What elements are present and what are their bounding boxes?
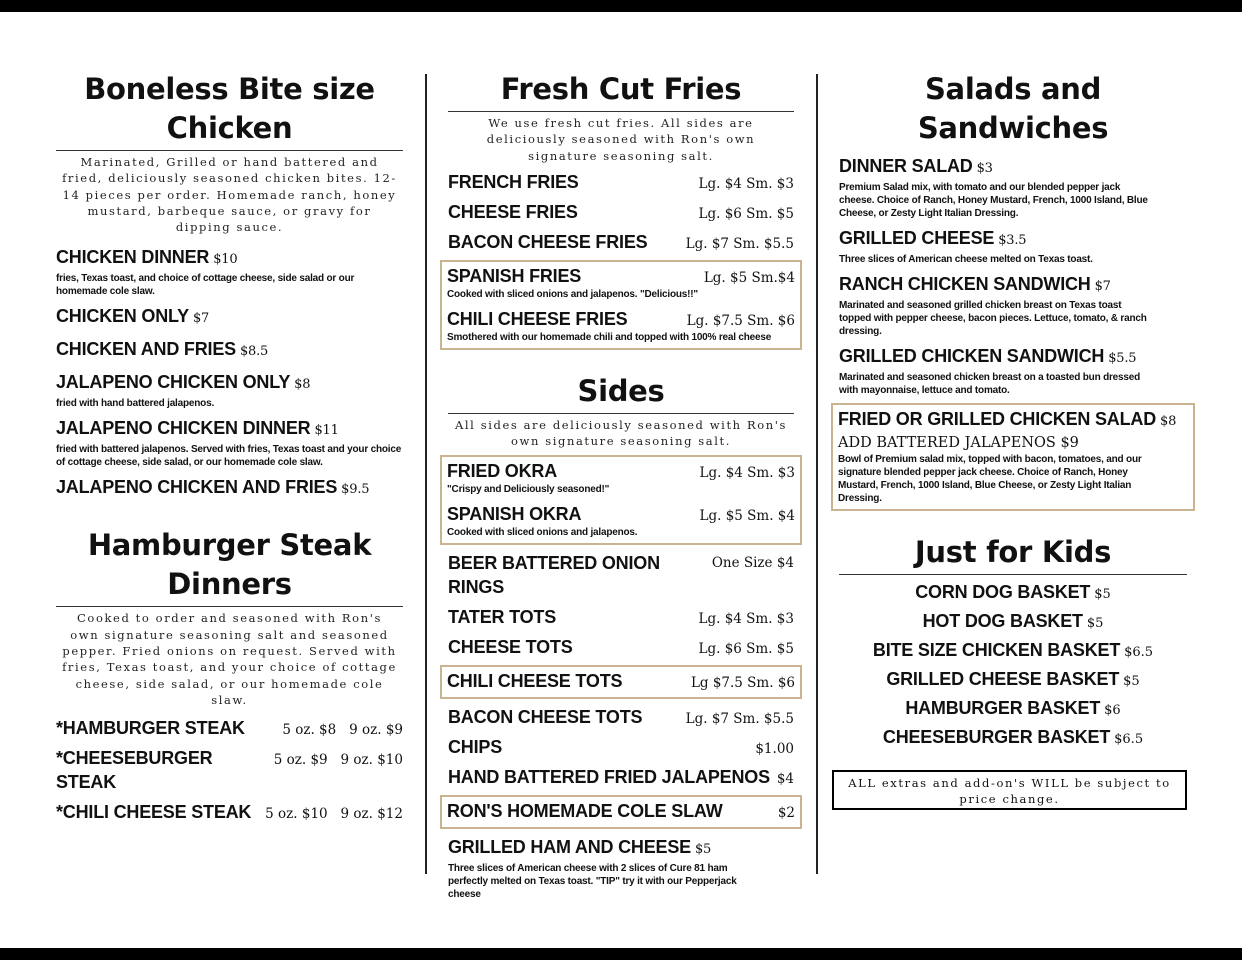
item-price: One Size $4 [711, 555, 794, 572]
item-note: fries, Texas toast, and choice of cottage cheese, side salad or our homemade cole slaw. [56, 273, 355, 298]
item-name: CHICKEN AND FRIES [56, 339, 236, 360]
item-price: $3 [976, 161, 993, 176]
highlight-box [831, 403, 1195, 511]
section-title: Boneless Bite size Chicken [84, 72, 375, 145]
menu-item [56, 746, 403, 794]
item-price: $6.5 [1124, 645, 1154, 660]
item-name: SPANISH OKRA [447, 504, 582, 525]
highlight-box [440, 455, 802, 545]
item-price: Lg. $4 Sm. $3 [699, 465, 795, 482]
fresh-cut-fries-section [448, 70, 794, 350]
item-name: HAND BATTERED FRIED JALAPENOS [448, 767, 770, 788]
menu-item [447, 459, 795, 496]
hamburger-steak-section [56, 526, 403, 824]
item-name: GRILLED CHEESE [839, 228, 995, 248]
section-title: Hamburger Steak Dinners [87, 528, 372, 602]
menu-item [448, 835, 794, 901]
menu-item [448, 765, 794, 789]
section-title: Salads and Sandwiches [917, 72, 1109, 145]
item-price: $2 [777, 805, 795, 822]
highlight-box [440, 665, 802, 699]
menu-item [839, 580, 1187, 604]
item-name: SPANISH FRIES [447, 265, 582, 286]
item-price: Lg $7.5 Sm. $6 [690, 675, 795, 692]
menu-item [448, 705, 794, 729]
menu-item [56, 416, 403, 469]
section-title: Sides [577, 373, 665, 408]
menu-item [448, 230, 794, 254]
item-price: $4 [776, 771, 794, 788]
menu-item [56, 337, 403, 364]
item-price: $5 [1086, 616, 1104, 631]
sides-section [448, 372, 794, 902]
item-price: Lg. $5 Sm. $4 [699, 508, 795, 525]
section-rule [56, 606, 403, 607]
item-price: Lg. $4 Sm. $3 [698, 175, 794, 192]
section-description: We use fresh cut fries. All sides are deliciously seasoned with Ron's own signature seasoning salt. [486, 116, 756, 163]
item-name: HAMBURGER BASKET [905, 698, 1101, 718]
kids-section [839, 533, 1187, 749]
extras-price-notice: ALL extras and add-on's WILL be subject to price change. [832, 770, 1187, 810]
item-price: $8.5 [239, 344, 269, 360]
item-name: CHIPS [448, 737, 503, 758]
column-right [839, 70, 1187, 749]
item-price: $8 [294, 377, 311, 393]
bottom-border [0, 948, 1242, 960]
menu-item [447, 669, 795, 693]
menu-item [839, 272, 1187, 338]
item-name: BACON CHEESE TOTS [448, 707, 643, 728]
item-name: FRENCH FRIES [448, 171, 579, 192]
item-price: $5 [1123, 674, 1140, 689]
item-name: CHICKEN DINNER [56, 247, 210, 268]
item-price: $5 [1094, 587, 1111, 602]
item-price: $10 [213, 252, 238, 268]
item-name: GRILLED CHICKEN SANDWICH [839, 346, 1105, 366]
item-price: Lg. $7.5 Sm. $6 [686, 312, 795, 329]
item-name: GRILLED CHEESE BASKET [886, 669, 1120, 689]
item-name: TATER TOTS [448, 607, 556, 628]
item-name: JALAPENO CHICKEN ONLY [56, 372, 291, 393]
menu-item [839, 609, 1187, 633]
menu-item [448, 735, 794, 759]
item-price: 5 oz. $9 9 oz. $10 [273, 752, 403, 769]
item-name: HOT DOG BASKET [922, 611, 1083, 631]
menu-item [447, 307, 795, 344]
section-description: Marinated, Grilled or hand battered and fried, deliciously seasoned chicken bites. 12-14 pieces per order. Homemade ranch, honey mustard, barbeque sauce, or gravy for dipping sauce. [62, 155, 397, 235]
menu-item [56, 475, 403, 502]
column-divider-left [425, 74, 427, 874]
salads-sandwiches-section [839, 70, 1187, 511]
item-price: Lg. $7 Sm. $5.5 [685, 711, 794, 728]
menu-item [839, 725, 1187, 749]
menu-item [448, 200, 794, 224]
item-price: Lg. $6 Sm. $5 [698, 641, 794, 658]
item-note: "Crispy and Deliciously seasoned!" [447, 484, 610, 496]
item-price: $7 [1094, 279, 1111, 294]
item-price: $7 [192, 311, 210, 327]
item-name: CHEESE FRIES [448, 201, 578, 222]
item-note: Three slices of American cheese with 2 slices of Cure 81 ham perfectly melted on Texas toast. "TIP" try it with our Pepperjack cheese [448, 863, 737, 901]
menu-item [448, 170, 794, 194]
item-name: *CHILI CHEESE STEAK [56, 802, 252, 823]
item-price: $5.5 [1108, 351, 1137, 366]
item-price: Lg. $4 Sm. $3 [698, 611, 794, 628]
item-name: BITE SIZE CHICKEN BASKET [872, 640, 1121, 660]
menu-item [56, 304, 403, 331]
section-rule [56, 150, 403, 151]
item-note: Three slices of American cheese melted on Texas toast. [839, 254, 1093, 265]
section-rule [448, 111, 794, 112]
item-note: Cooked with sliced onions and jalapenos. "Delicious!!" [447, 288, 698, 300]
item-note: fried with battered jalapenos. Served with fries, Texas toast and your choice of cottage cheese, side salad, or our homemade cole slaw. [56, 444, 402, 469]
item-name: BEER BATTERED ONION RINGS [448, 553, 660, 598]
column-left [56, 70, 403, 824]
menu-item [56, 245, 403, 298]
item-price: $8 [1160, 414, 1177, 429]
menu-item [839, 344, 1187, 397]
section-description: All sides are deliciously seasoned with Ron's own signature seasoning salt. [454, 417, 787, 449]
boneless-chicken-section [56, 70, 403, 502]
item-name: BACON CHEESE FRIES [448, 231, 648, 252]
item-price: 5 oz. $8 9 oz. $9 [282, 722, 403, 739]
item-name: CORN DOG BASKET [915, 582, 1091, 602]
item-price: $1.00 [755, 741, 794, 758]
item-price: $3.5 [998, 233, 1027, 248]
item-name: FRIED OKRA [447, 461, 557, 482]
menu-item [448, 551, 794, 599]
item-note: Bowl of Premium salad mix, topped with bacon, tomatoes, and our signature blended pepper jack cheese. Choice of Ranch, Honey Mustard, French, 1000 Island, Blue Cheese, or Zesty Light Italian Dressing. [838, 454, 1142, 504]
column-middle [448, 70, 794, 901]
column-divider-right [816, 74, 818, 874]
item-price: $6.5 [1114, 732, 1144, 747]
item-name: JALAPENO CHICKEN DINNER [56, 418, 311, 439]
item-name: *CHEESEBURGER STEAK [56, 748, 213, 793]
menu-item [448, 605, 794, 629]
item-price: $9.5 [341, 482, 370, 498]
highlight-box [440, 260, 802, 350]
menu-item [448, 635, 794, 659]
item-name: CHILI CHEESE TOTS [447, 671, 623, 692]
item-note: Cooked with sliced onions and jalapenos. [447, 527, 638, 539]
item-name: GRILLED HAM AND CHEESE [448, 837, 691, 858]
menu-item [56, 370, 403, 410]
section-description: Cooked to order and seasoned with Ron's own signature seasoning salt and seasoned pepper. Fried onions on request. Served with fries, Texas toast, and your choice of cottage cheese, side salad, or our homemade cole slaw. [62, 611, 397, 707]
item-price: Lg. $5 Sm.$4 [703, 269, 795, 286]
item-name: CHEESE TOTS [448, 637, 573, 658]
menu-item [839, 226, 1187, 266]
menu-item [839, 667, 1187, 691]
item-name: RANCH CHICKEN SANDWICH [839, 274, 1091, 294]
menu-item [447, 502, 795, 539]
item-price: Lg. $6 Sm. $5 [698, 205, 794, 222]
item-note: Smothered with our homemade chili and topped with 100% real cheese [447, 331, 772, 343]
menu-item [56, 716, 403, 740]
section-title: Fresh Cut Fries [500, 72, 742, 106]
item-note: Premium Salad mix, with tomato and our blended pepper jack cheese. Choice of Ranch, Honey Mustard, French, 1000 Island, Blue Cheese, or Zesty Light Italian Dressing. [839, 182, 1148, 219]
top-border [0, 0, 1242, 12]
item-addon: ADD BATTERED JALAPENOS $9 [838, 435, 1079, 451]
item-price: $6 [1104, 703, 1121, 718]
item-name: CHICKEN ONLY [56, 306, 189, 327]
item-name: RON'S HOMEMADE COLE SLAW [447, 801, 723, 822]
item-price: $5 [694, 842, 712, 858]
item-price: Lg. $7 Sm. $5.5 [685, 235, 794, 252]
menu-item [839, 154, 1187, 220]
menu-item [56, 800, 403, 824]
menu-item [839, 696, 1187, 720]
item-name: DINNER SALAD [839, 156, 973, 176]
menu-item [447, 799, 795, 823]
section-rule [839, 574, 1187, 575]
item-price: 5 oz. $10 9 oz. $12 [265, 806, 403, 823]
section-rule [448, 413, 794, 414]
item-name: CHEESEBURGER BASKET [882, 727, 1111, 747]
section-title: Just for Kids [914, 535, 1112, 569]
item-note: Marinated and seasoned grilled chicken breast on Texas toast topped with pepper cheese, bacon pieces. Lettuce, tomato, & ranch dressing. [839, 300, 1147, 337]
highlight-box [440, 795, 802, 829]
menu-item [839, 638, 1187, 662]
item-note: fried with hand battered jalapenos. [56, 398, 215, 410]
item-name: JALAPENO CHICKEN AND FRIES [56, 477, 338, 498]
item-name: *HAMBURGER STEAK [56, 718, 245, 739]
item-name: FRIED OR GRILLED CHICKEN SALAD [838, 409, 1157, 429]
menu-item [838, 407, 1188, 505]
menu-item [447, 264, 795, 301]
item-note: Marinated and seasoned chicken breast on a toasted bun dressed with mayonnaise, lettuce and tomato. [839, 372, 1141, 396]
item-name: CHILI CHEESE FRIES [447, 308, 628, 329]
item-price: $11 [314, 423, 339, 439]
